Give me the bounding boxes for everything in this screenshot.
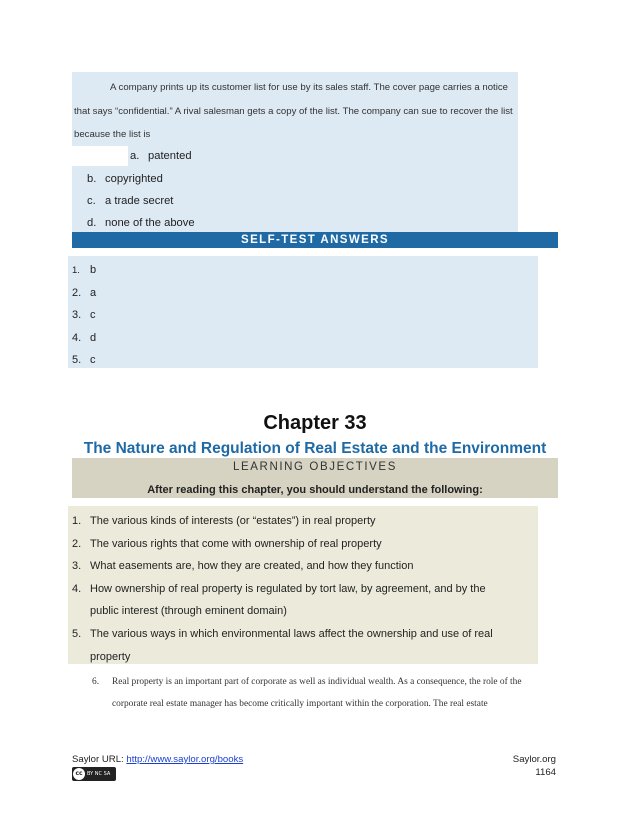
answer-2-marker: 2. [72,287,82,299]
body-paragraph-marker: 6. [92,677,100,687]
learning-objectives-intro: After reading this chapter, you should understand the following: [147,484,483,496]
creative-commons-badge-icon: cc BY NC SA [72,767,116,781]
objective-4-line-2: public interest (through eminent domain) [90,605,287,617]
option-a-text: patented [148,150,192,162]
objective-1-marker: 1. [72,515,82,527]
question-stem-line-1: A company prints up its customer list for use by its sales staff. The cover page carries a notice [110,82,508,93]
chapter-number: Chapter 33 [263,412,367,434]
objective-4-line-1: How ownership of real property is regulated by tort law, by agreement, and by the [90,583,486,595]
option-d-marker: d. [87,217,97,229]
objective-5-line-2: property [90,651,131,663]
objective-5-line-1: The various ways in which environmental laws affect the ownership and use of real [90,628,493,640]
license-text: BY NC SA [87,771,111,777]
answer-2-text: a [90,287,97,299]
footer-page-number: 1164 [535,767,556,778]
answer-4-text: d [90,332,97,344]
footer-site: Saylor.org [512,754,556,765]
footer-url-link[interactable]: http://www.saylor.org/books [126,754,244,765]
answer-5-text: c [90,354,96,366]
question-stem-line-2: that says “confidential.” A rival salesman gets a copy of the list. The company can sue to recover the list [74,106,513,117]
answer-5-marker: 5. [72,354,82,366]
objective-5-marker: 5. [72,628,82,640]
question-stem-line-3: because the list is [74,129,151,140]
objective-3-marker: 3. [72,560,82,572]
option-c-text: a trade secret [105,195,174,207]
body-paragraph-line-1: Real property is an important part of corporate as well as individual wealth. As a consequence, the role of the [112,677,522,687]
self-test-answers-heading: SELF-TEST ANSWERS [72,232,558,248]
answer-1-marker: 1. [72,265,80,276]
answer-4-marker: 4. [72,332,82,344]
footer-url-line [72,754,243,765]
option-gap [72,146,128,166]
answer-3-text: c [90,309,96,321]
chapter-title: The Nature and Regulation of Real Estate and the Environment [83,440,547,457]
objective-3-text: What easements are, how they are created, and how they function [90,560,414,572]
objective-2-marker: 2. [72,538,82,550]
option-b-marker: b. [87,173,97,185]
answer-3-marker: 3. [72,309,82,321]
answer-1-text: b [90,264,97,276]
option-d-text: none of the above [105,217,195,229]
option-b-text: copyrighted [105,173,163,185]
objective-2-text: The various rights that come with ownership of real property [90,538,382,550]
learning-objectives-heading: LEARNING OBJECTIVES [233,461,397,473]
objective-4-marker: 4. [72,583,82,595]
option-a-marker: a. [130,150,140,162]
objective-1-text: The various kinds of interests (or “estates”) in real property [90,515,376,527]
option-c-marker: c. [87,195,96,207]
footer-url-label: Saylor URL: [72,754,127,765]
answers-box [68,256,538,368]
body-paragraph-line-2: corporate real estate manager has become critically important within the corporation. The real estate [112,699,488,709]
